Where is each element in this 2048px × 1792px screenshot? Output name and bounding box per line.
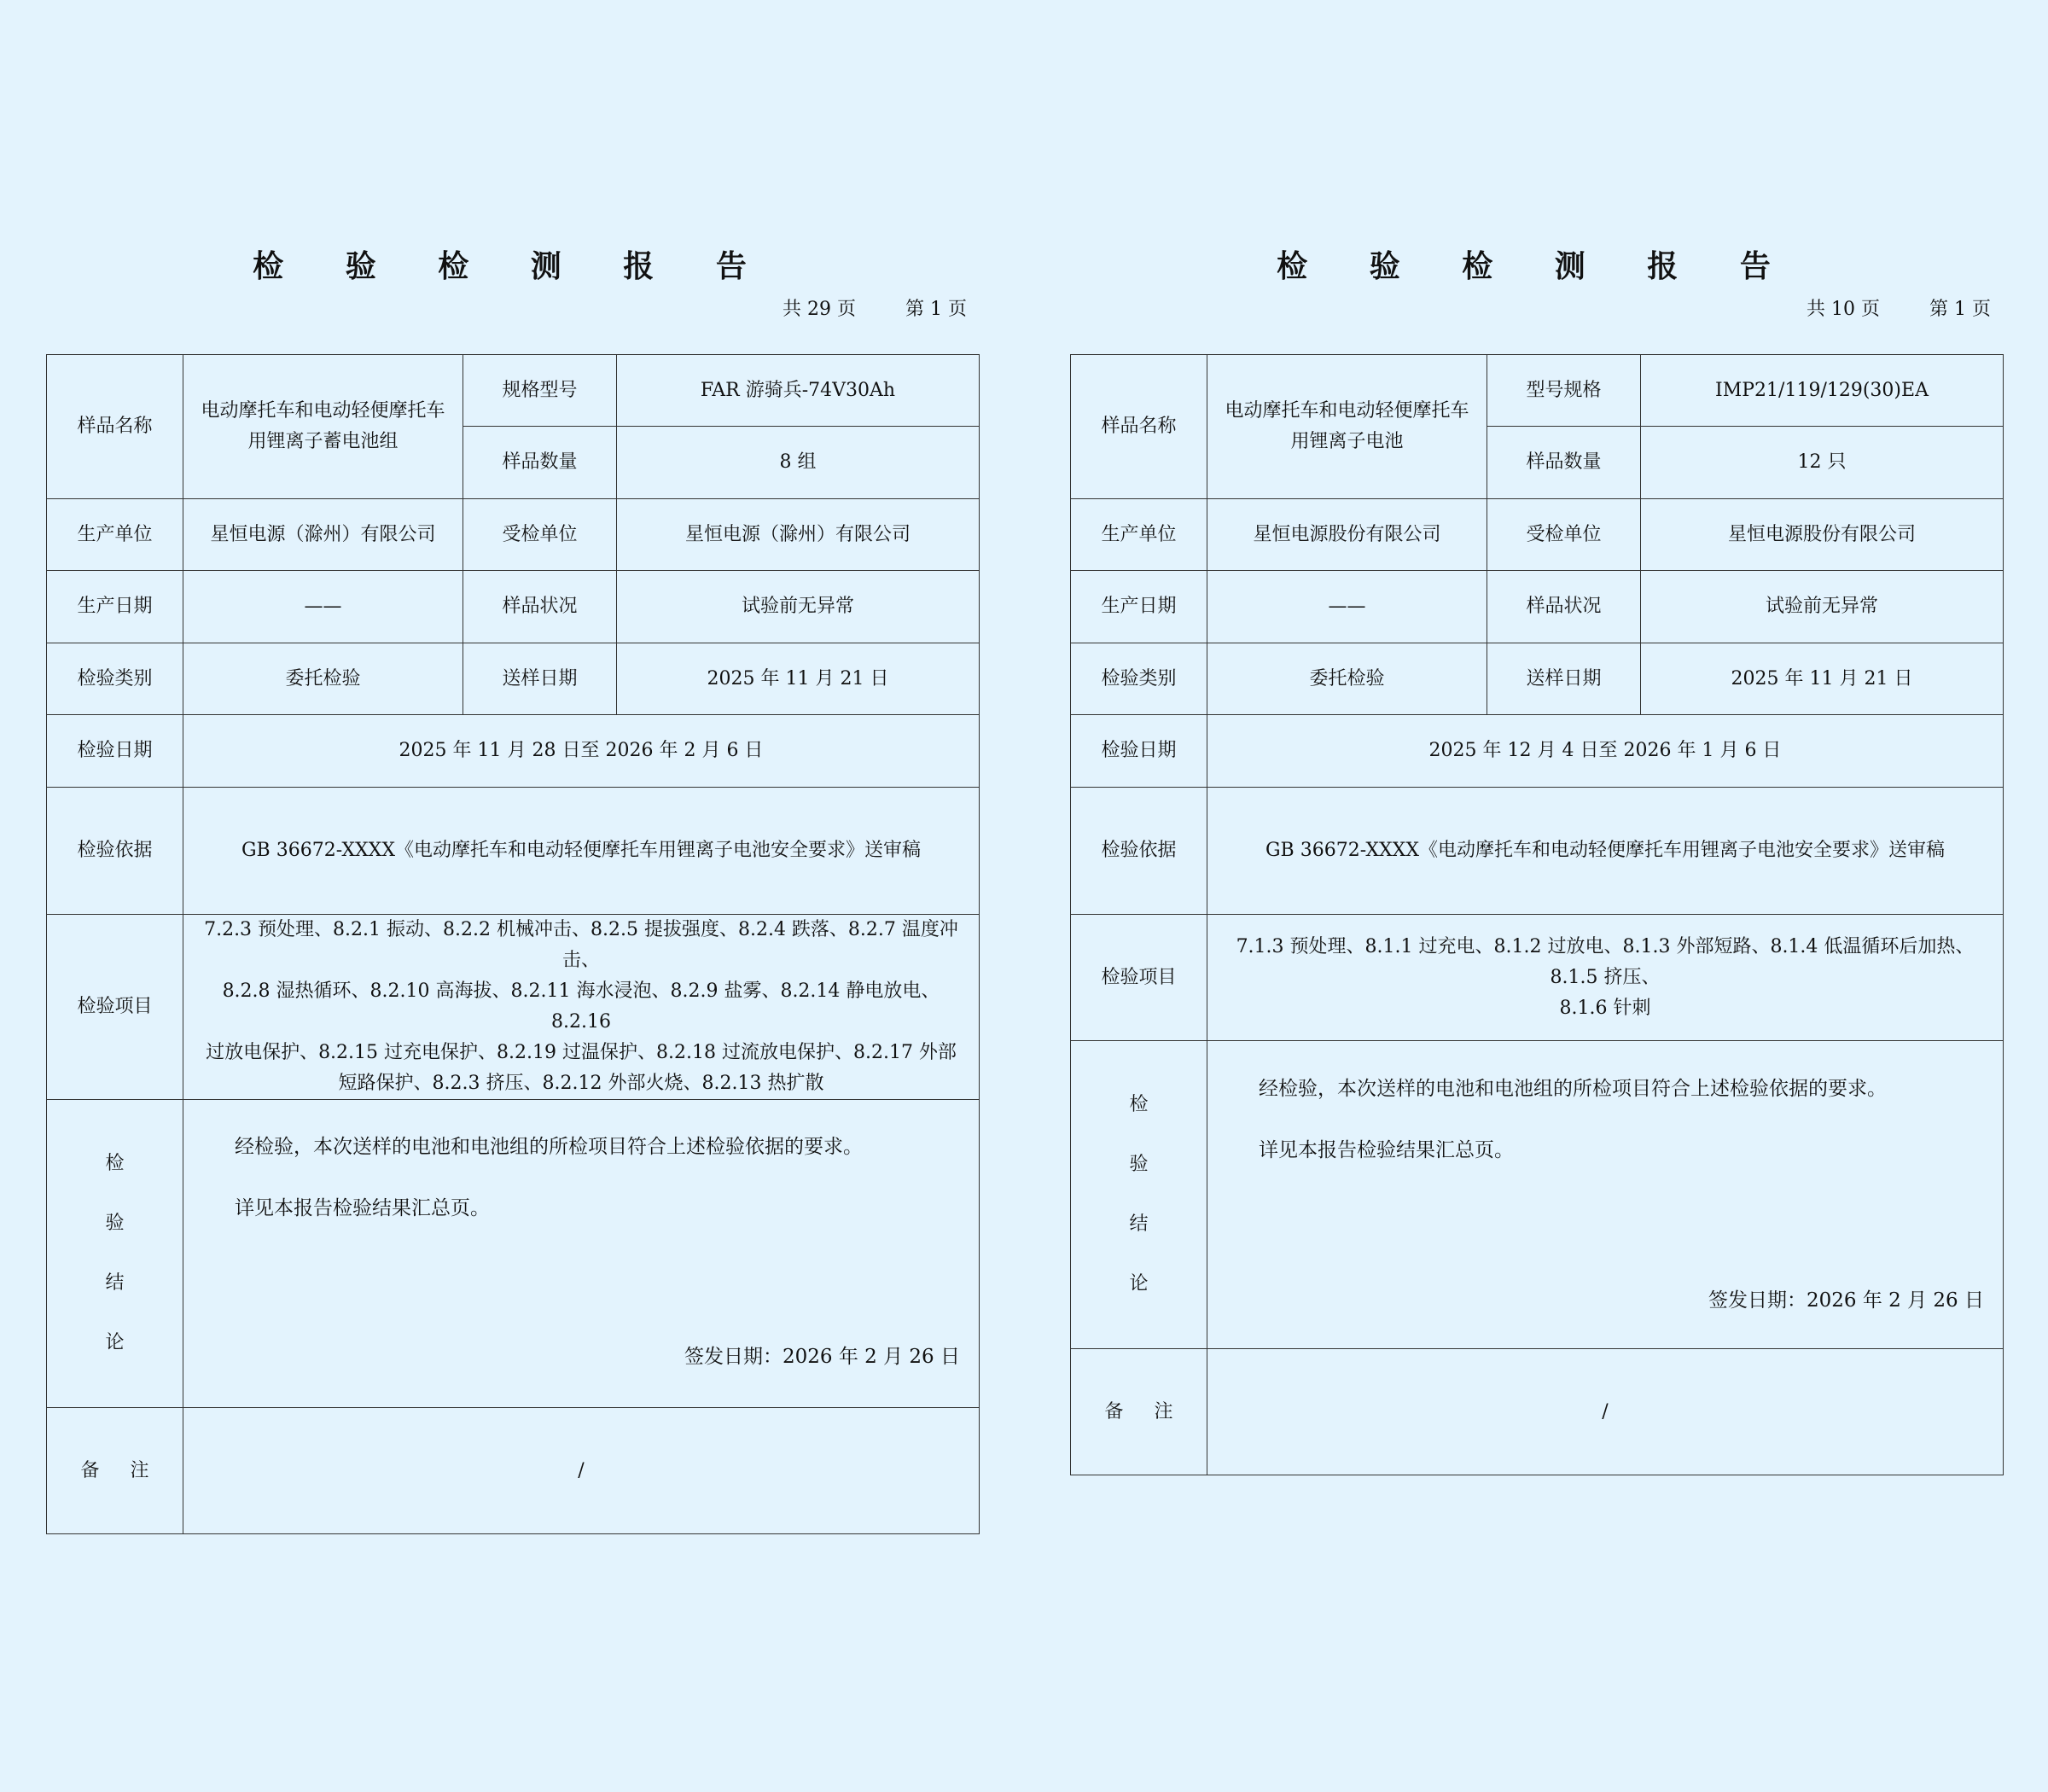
label-sample-name: 样品名称	[47, 355, 183, 499]
value-items	[1207, 915, 2004, 1041]
label-items: 检验项目	[1071, 915, 1207, 1041]
sample-name-line2: 用锂离子电池	[1290, 431, 1404, 452]
conclusion-char: 结	[105, 1272, 125, 1294]
label-quantity: 样品数量	[463, 427, 617, 499]
page-info	[783, 295, 967, 324]
value-quantity: 12 只	[1641, 427, 2004, 499]
label-conclusion	[1071, 1041, 1207, 1349]
label-basis: 检验依据	[47, 788, 183, 915]
label-sample-status: 样品状况	[463, 571, 617, 643]
sample-name-line2: 用锂离子蓄电池组	[247, 431, 399, 452]
label-sample-name: 样品名称	[1071, 355, 1207, 499]
page-info	[1807, 295, 1991, 324]
report-table	[46, 354, 980, 1534]
sample-name-line1: 电动摩托车和电动轻便摩托车	[201, 400, 445, 422]
sign-date: 签发日期：2026 年 2 月 26 日	[684, 1346, 960, 1368]
value-inspection-date: 2025 年 11 月 28 日至 2026 年 2 月 6 日	[183, 715, 980, 788]
remark-char: 备	[1104, 1400, 1124, 1423]
value-basis: GB 36672-XXXX《电动摩托车和电动轻便摩托车用锂离子电池安全要求》送审稿	[1207, 788, 2004, 915]
value-spec: FAR 游骑兵-74V30Ah	[617, 355, 980, 427]
value-conclusion	[1207, 1041, 2004, 1349]
conclusion-char: 检	[105, 1153, 125, 1174]
label-client: 受检单位	[1487, 499, 1641, 571]
label-basis: 检验依据	[1071, 788, 1207, 915]
value-items	[183, 915, 980, 1100]
label-items: 检验项目	[47, 915, 183, 1100]
items-line: 8.1.6 针刺	[1559, 997, 1651, 1019]
value-manufacturer: 星恒电源股份有限公司	[1207, 499, 1487, 571]
remark-char: 注	[130, 1459, 149, 1481]
report-table	[1070, 354, 2004, 1475]
label-remark	[1071, 1349, 1207, 1475]
value-client: 星恒电源股份有限公司	[1641, 499, 2004, 571]
label-inspection-date: 检验日期	[47, 715, 183, 788]
items-line: 7.2.3 预处理、8.2.1 振动、8.2.2 机械冲击、8.2.5 提拔强度、8.2.4 跌落、8.2.7 温度冲击、	[204, 919, 958, 971]
value-production-date: ——	[1207, 571, 1487, 643]
items-line: 8.2.8 湿热循环、8.2.10 高海拔、8.2.11 海水浸泡、8.2.9 盐雾、8.2.14 静电放电、8.2.16	[222, 980, 940, 1033]
value-conclusion	[183, 1100, 980, 1408]
conclusion-char: 验	[105, 1213, 125, 1234]
value-spec: IMP21/119/129(30)EA	[1641, 355, 2004, 427]
report-title: 检 验 检 测 报 告	[1277, 248, 1796, 284]
value-inspection-type: 委托检验	[183, 643, 463, 715]
value-remark: /	[1207, 1349, 2004, 1475]
value-sample-name	[1207, 355, 1487, 499]
conclusion-text: 经检验，本次送样的电池和电池组的所检项目符合上述检验依据的要求。	[1259, 1078, 1887, 1100]
value-sample-status: 试验前无异常	[1641, 571, 2004, 643]
label-quantity: 样品数量	[1487, 427, 1641, 499]
label-inspection-date: 检验日期	[1071, 715, 1207, 788]
value-delivery-date: 2025 年 11 月 21 日	[1641, 643, 2004, 715]
sample-name-line1: 电动摩托车和电动轻便摩托车	[1225, 400, 1469, 422]
conclusion-detail: 详见本报告检验结果汇总页。	[235, 1197, 490, 1219]
total-pages: 共 10 页	[1807, 299, 1881, 320]
items-line: 短路保护、8.2.3 挤压、8.2.12 外部火烧、8.2.13 热扩散	[338, 1073, 824, 1094]
label-delivery-date: 送样日期	[1487, 643, 1641, 715]
current-page: 第 1 页	[905, 299, 967, 320]
value-manufacturer: 星恒电源（滁州）有限公司	[183, 499, 463, 571]
value-remark: /	[183, 1408, 980, 1534]
label-inspection-type: 检验类别	[47, 643, 183, 715]
value-sample-name	[183, 355, 463, 499]
items-line: 7.1.3 预处理、8.1.1 过充电、8.1.2 过放电、8.1.3 外部短路、8.1.4 低温循环后加热、8.1.5 挤压、	[1236, 935, 1975, 988]
conclusion-detail: 详见本报告检验结果汇总页。	[1259, 1139, 1514, 1161]
current-page: 第 1 页	[1929, 299, 1991, 320]
value-quantity: 8 组	[617, 427, 980, 499]
value-client: 星恒电源（滁州）有限公司	[617, 499, 980, 571]
value-inspection-date: 2025 年 12 月 4 日至 2026 年 1 月 6 日	[1207, 715, 2004, 788]
remark-char: 注	[1154, 1400, 1173, 1423]
sign-date: 签发日期：2026 年 2 月 26 日	[1708, 1289, 1984, 1312]
remark-char: 备	[80, 1459, 100, 1481]
conclusion-char: 检	[1129, 1094, 1149, 1115]
conclusion-char: 验	[1129, 1154, 1149, 1175]
conclusion-char: 论	[105, 1332, 125, 1353]
label-remark	[47, 1408, 183, 1534]
value-inspection-type: 委托检验	[1207, 643, 1487, 715]
conclusion-char: 论	[1129, 1273, 1149, 1295]
label-sample-status: 样品状况	[1487, 571, 1641, 643]
label-spec: 规格型号	[463, 355, 617, 427]
conclusion-char: 结	[1129, 1213, 1149, 1235]
label-production-date: 生产日期	[1071, 571, 1207, 643]
items-line: 过放电保护、8.2.15 过充电保护、8.2.19 过温保护、8.2.18 过流放电保护、8.2.17 外部	[206, 1042, 957, 1063]
label-manufacturer: 生产单位	[1071, 499, 1207, 571]
value-sample-status: 试验前无异常	[617, 571, 980, 643]
label-spec: 型号规格	[1487, 355, 1641, 427]
report-title: 检 验 检 测 报 告	[253, 248, 772, 284]
total-pages: 共 29 页	[783, 299, 857, 320]
conclusion-text: 经检验，本次送样的电池和电池组的所检项目符合上述检验依据的要求。	[235, 1136, 863, 1158]
value-delivery-date: 2025 年 11 月 21 日	[617, 643, 980, 715]
label-delivery-date: 送样日期	[463, 643, 617, 715]
label-conclusion	[47, 1100, 183, 1408]
value-basis: GB 36672-XXXX《电动摩托车和电动轻便摩托车用锂离子电池安全要求》送审稿	[183, 788, 980, 915]
value-production-date: ——	[183, 571, 463, 643]
label-inspection-type: 检验类别	[1071, 643, 1207, 715]
label-manufacturer: 生产单位	[47, 499, 183, 571]
label-client: 受检单位	[463, 499, 617, 571]
label-production-date: 生产日期	[47, 571, 183, 643]
